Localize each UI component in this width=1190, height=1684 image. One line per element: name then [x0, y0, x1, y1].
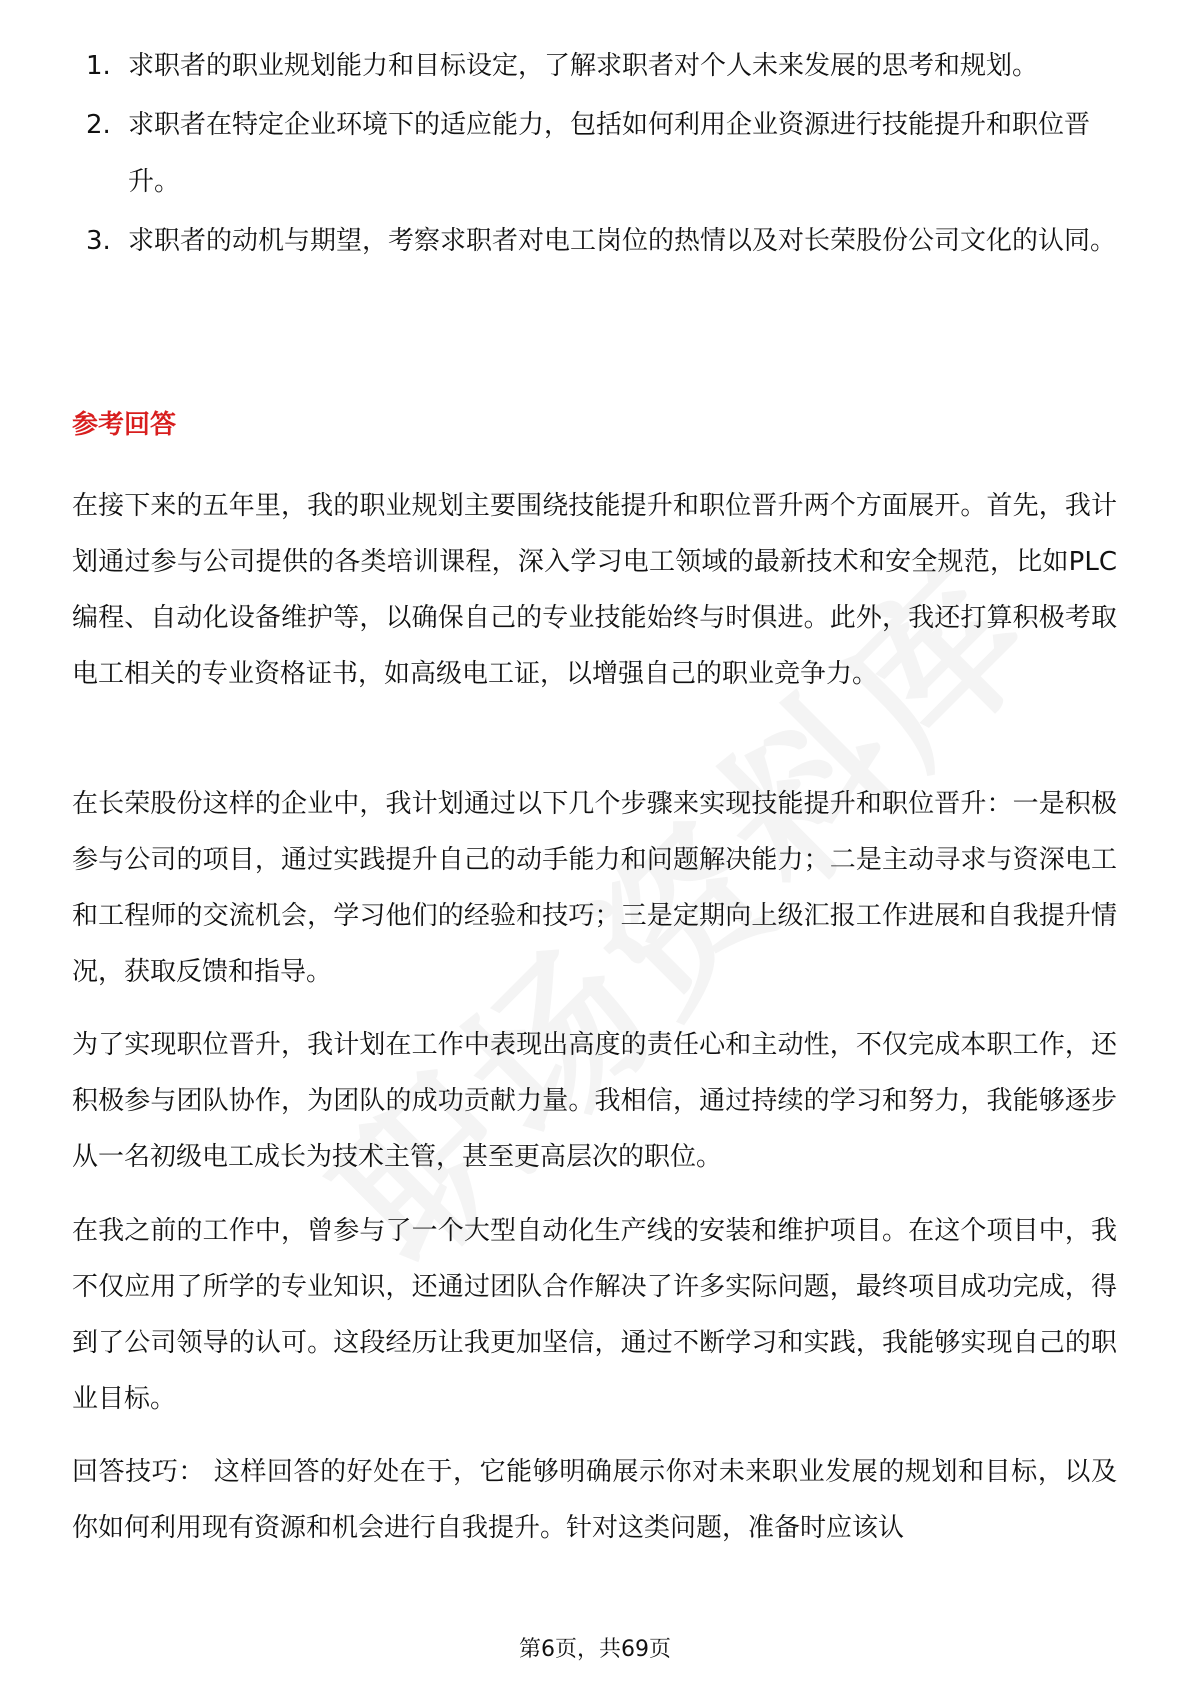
paragraph: 回答技巧： 这样回答的好处在于，它能够明确展示你对未来职业发展的规划和目标，以及你如何利用现有资源和机会进行自我提升。针对这类问题，准备时应该认 [72, 1457, 1117, 1543]
paragraph: 在长荣股份这样的企业中，我计划通过以下几个步骤来实现技能提升和职位晋升：一是积极参与公司的项目，通过实践提升自己的动手能力和问题解决能力；二是主动寻求与资深电工和工程师的交流机会，学习他们的经验和技巧；三是定期向上级汇报工作进展和自我提升情况，获取反馈和指导。 [72, 789, 1117, 987]
page-footer: 第6页，共69页 [519, 1637, 671, 1662]
list-item-number: 1. [86, 51, 111, 81]
paragraph: 在接下来的五年里，我的职业规划主要围绕技能提升和职位晋升两个方面展开。首先，我计划通过参与公司提供的各类培训课程，深入学习电工领域的最新技术和安全规范，比如PLC编程、自动化设备维护等，以确保自己的专业技能始终与时俱进。此外，我还打算积极考取电工相关的专业资格证书，如高级电工证，以增强自己的职业竞争力。 [72, 491, 1117, 689]
paragraph: 在我之前的工作中，曾参与了一个大型自动化生产线的安装和维护项目。在这个项目中，我不仅应用了所学的专业知识，还通过团队合作解决了许多实际问题，最终项目成功完成，得到了公司领导的认可。这段经历让我更加坚信，通过不断学习和实践，我能够实现自己的职业目标。 [72, 1216, 1117, 1414]
list-item-number: 2. [86, 110, 111, 140]
list-item [86, 213, 1126, 270]
list-item-text: 求职者的职业规划能力和目标设定，了解求职者对个人未来发展的思考和规划。 [128, 51, 1039, 81]
list-item-text: 求职者的动机与期望，考察求职者对电工岗位的热情以及对长荣股份公司文化的认同。 [128, 226, 1117, 256]
list-item [86, 97, 1126, 211]
list-item [86, 38, 1126, 95]
criteria-list [86, 38, 1126, 272]
paragraph: 为了实现职位晋升，我计划在工作中表现出高度的责任心和主动性，不仅完成本职工作，还积极参与团队协作，为团队的成功贡献力量。我相信，通过持续的学习和努力，我能够逐步从一名初级电工成长为技术主管，甚至更高层次的职位。 [72, 1030, 1117, 1172]
section-heading: 参考回答 [72, 410, 177, 440]
list-item-text: 求职者在特定企业环境下的适应能力，包括如何利用企业资源进行技能提升和职位晋升。 [128, 110, 1091, 197]
list-item-number: 3. [86, 226, 111, 256]
